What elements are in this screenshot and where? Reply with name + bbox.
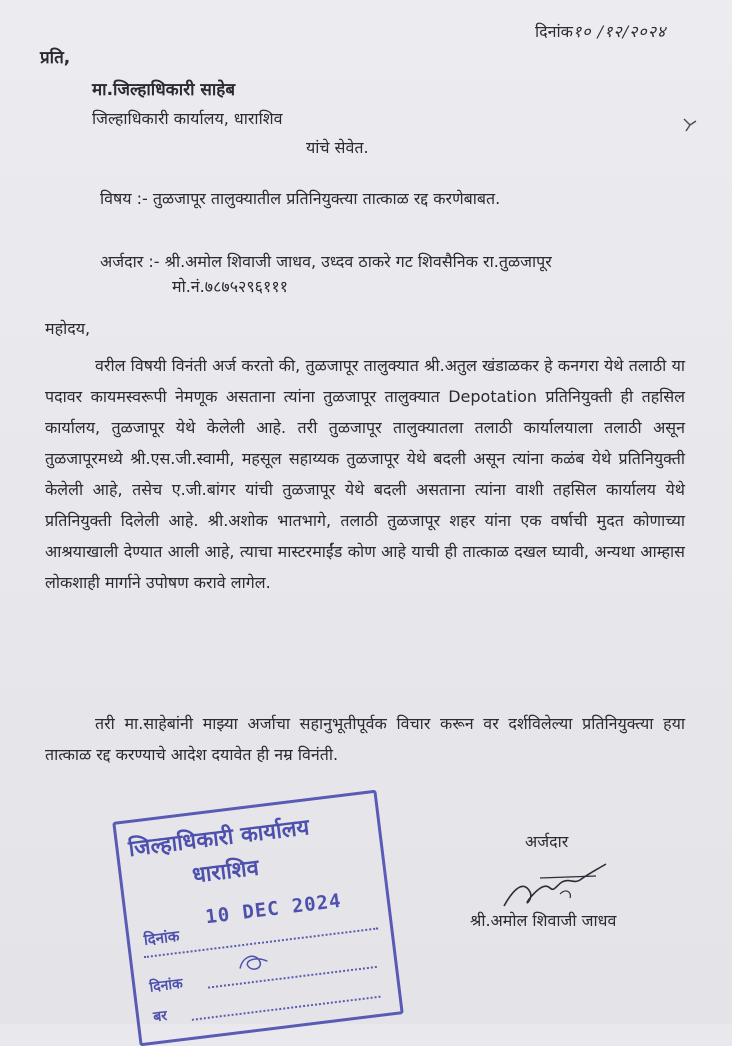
pen-mark-icon bbox=[678, 115, 700, 135]
mobile-number: मो.नं.७८७५२९६१११ bbox=[172, 277, 288, 296]
stamp-line-2-label: दिनांक bbox=[148, 975, 184, 996]
stamp-title: जिल्हाधिकारी कार्यालय bbox=[127, 815, 311, 863]
body-paragraph-2: तरी मा.साहेबांनी माझ्या अर्जाचा सहानुभूतीपूर्वक विचार करून वर दर्शविलेल्या प्रतिनियुक्त्या हया तात्काळ रद्द करण्याचे आदेश दयावेत ही नम्र विनंती. bbox=[45, 714, 685, 764]
service-line: यांचे सेवेत. bbox=[306, 138, 369, 157]
applicant-line: अर्जदार :- श्री.अमोल शिवाजी जाधव, उध्दव ठाकरे गट शिवसैनिक रा.तुळजापूर bbox=[100, 252, 552, 271]
signatory-name: श्री.अमोल शिवाजी जाधव bbox=[470, 911, 617, 930]
salutation: महोदय, bbox=[45, 319, 91, 338]
subject-line: विषय :- तुळजापूर तालुक्यातील प्रतिनियुक्त्या तात्काळ रद्द करणेबाबत. bbox=[100, 189, 501, 208]
date-value: १० /१२/२०२४ bbox=[572, 22, 667, 41]
signature bbox=[500, 858, 610, 918]
addressee: मा.जिल्हाधिकारी साहेब bbox=[92, 80, 236, 100]
recipient-prefix: प्रति, bbox=[40, 48, 71, 68]
stamp-line-3-dots bbox=[192, 996, 381, 1021]
letter-date bbox=[535, 22, 666, 42]
stamp-handwritten-mark-icon bbox=[232, 947, 275, 978]
stamp-date-label: दिनांक bbox=[142, 926, 181, 950]
stamp-city: धाराशिव bbox=[190, 855, 261, 889]
addressee-office: जिल्हाधिकारी कार्यालय, धाराशिव bbox=[92, 109, 283, 128]
body-paragraph-1: वरील विषयी विनंती अर्ज करतो की, तुळजापूर तालुक्यात श्री.अतुल खंडाळकर हे कनगरा येथे तलाठी या पदावर कायमस्वरूपी नेमणूक असताना त्यांना तुळजापूर तालुक्यात Depotation प्रतिनियुक्ती ही तहसिल कार्यालय, तुळजापूर येथे केलेली आहे. तरी तुळजापूर तालुक्यातला तलाठी कार्यालयाला तलाठी असून तुळजापूरमध्ये श्री.एस.जी.स्वामी, महसूल सहाय्यक तुळजापूर येथे बदली असून त्यांना कळंब येथे प्रतिनियुक्ती केलेली आहे, तसेच ए.जी.बांगर यांची तुळजापूर येथे बदली असताना त्यांना वाशी तहसिल कार्यालय येथे प्रतिनियुक्ती दिलेली आहे. श्री.अशोक भातभागे, तलाठी तुळजापूर शहर यांना एक वर्षाची मुदत कोणाच्या आश्रयाखाली देण्यात आली आहे, त्याचा मास्टरमाईंड कोण आहे याची ही तात्काळ दखल घ्यावी, अन्यथा आम्हास लोकशाही मार्गाने उपोषण करावे लागेल. bbox=[45, 356, 685, 592]
office-received-stamp bbox=[112, 790, 404, 1046]
signoff-label: अर्जदार bbox=[525, 832, 569, 851]
stamp-date: 10 DEC 2024 bbox=[204, 889, 343, 929]
date-label: दिनांक bbox=[535, 22, 573, 41]
stamp-line-3-label: बर bbox=[152, 1007, 168, 1026]
